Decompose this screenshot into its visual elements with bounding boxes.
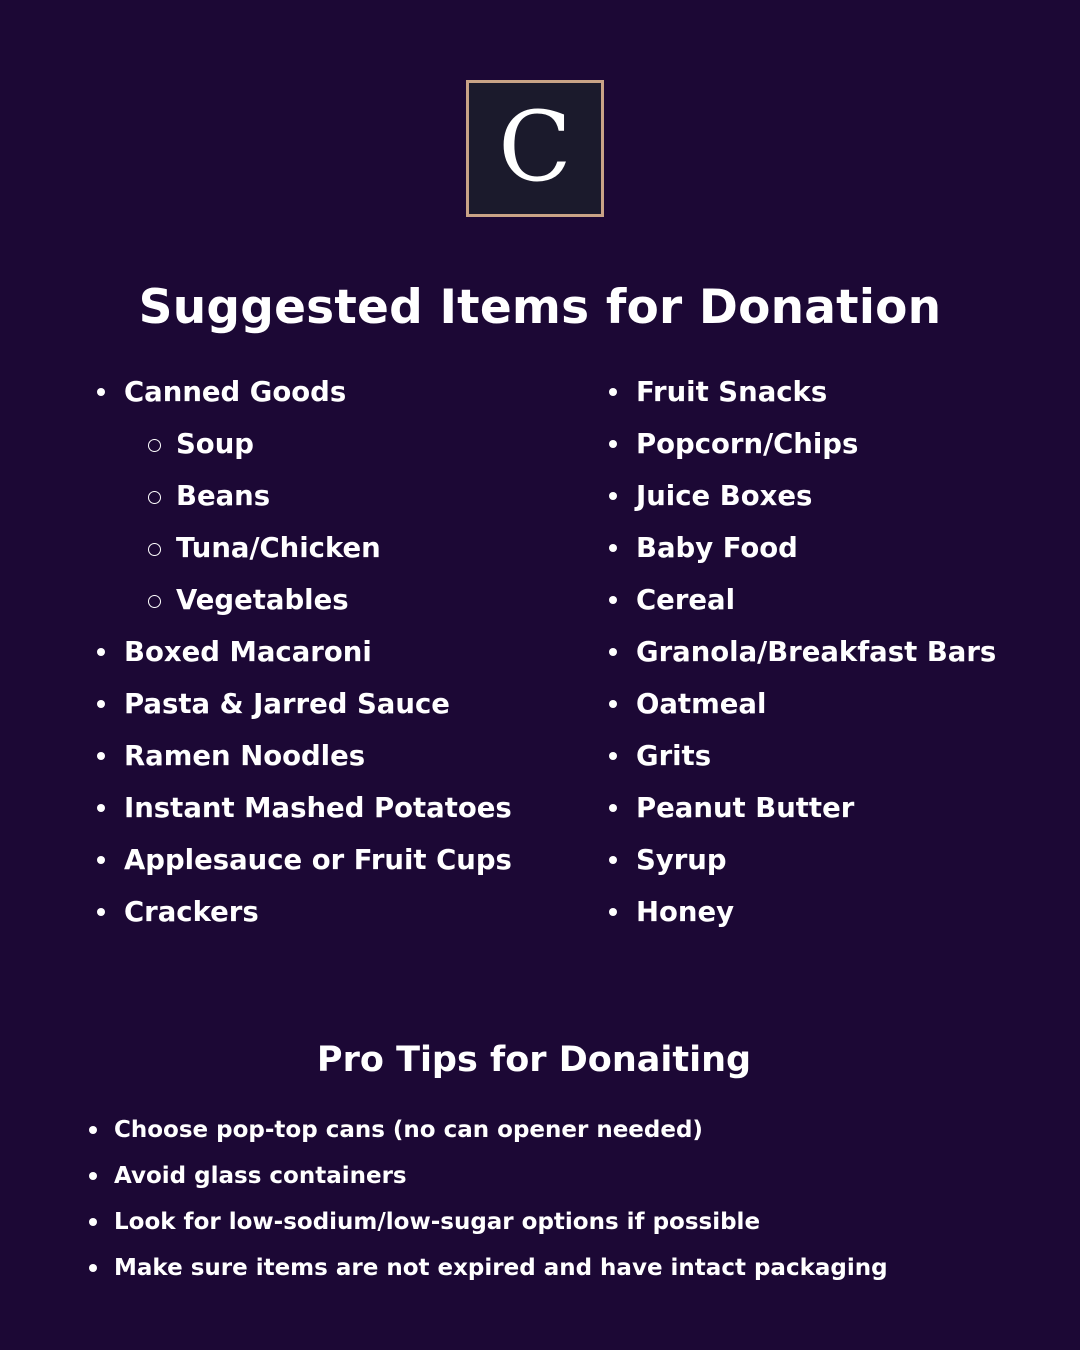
list-item: Canned Goods [94, 366, 512, 418]
tip-item: Avoid glass containers [86, 1153, 888, 1199]
list-subitem: Soup [94, 418, 512, 470]
list-item: Crackers [94, 886, 512, 938]
tips-title: Pro Tips for Donaiting [316, 1040, 752, 1080]
list-item: Popcorn/Chips [606, 418, 996, 470]
list-item: Honey [606, 886, 996, 938]
list-item: Instant Mashed Potatoes [94, 782, 512, 834]
list-item: Ramen Noodles [94, 730, 512, 782]
list-item: Grits [606, 730, 996, 782]
list-item: Granola/Breakfast Bars [606, 626, 996, 678]
list-item: Fruit Snacks [606, 366, 996, 418]
tips-list [86, 1107, 888, 1291]
donation-list-left [94, 366, 512, 938]
list-item: Peanut Butter [606, 782, 996, 834]
donation-list-right [606, 366, 996, 938]
list-subitem: Tuna/Chicken [94, 522, 512, 574]
logo-letter: C [498, 90, 572, 203]
list-item: Boxed Macaroni [94, 626, 512, 678]
list-item: Pasta & Jarred Sauce [94, 678, 512, 730]
list-item: Cereal [606, 574, 996, 626]
tip-item: Look for low-sodium/low-sugar options if possible [86, 1199, 888, 1245]
page-title: Suggested Items for Donation [138, 280, 942, 335]
list-subitem: Beans [94, 470, 512, 522]
list-item: Oatmeal [606, 678, 996, 730]
list-subitem: Vegetables [94, 574, 512, 626]
list-item: Juice Boxes [606, 470, 996, 522]
list-item: Syrup [606, 834, 996, 886]
tip-item: Make sure items are not expired and have intact packaging [86, 1245, 888, 1291]
logo [466, 80, 604, 217]
tip-item: Choose pop-top cans (no can opener needed) [86, 1107, 888, 1153]
list-item: Applesauce or Fruit Cups [94, 834, 512, 886]
list-item: Baby Food [606, 522, 996, 574]
